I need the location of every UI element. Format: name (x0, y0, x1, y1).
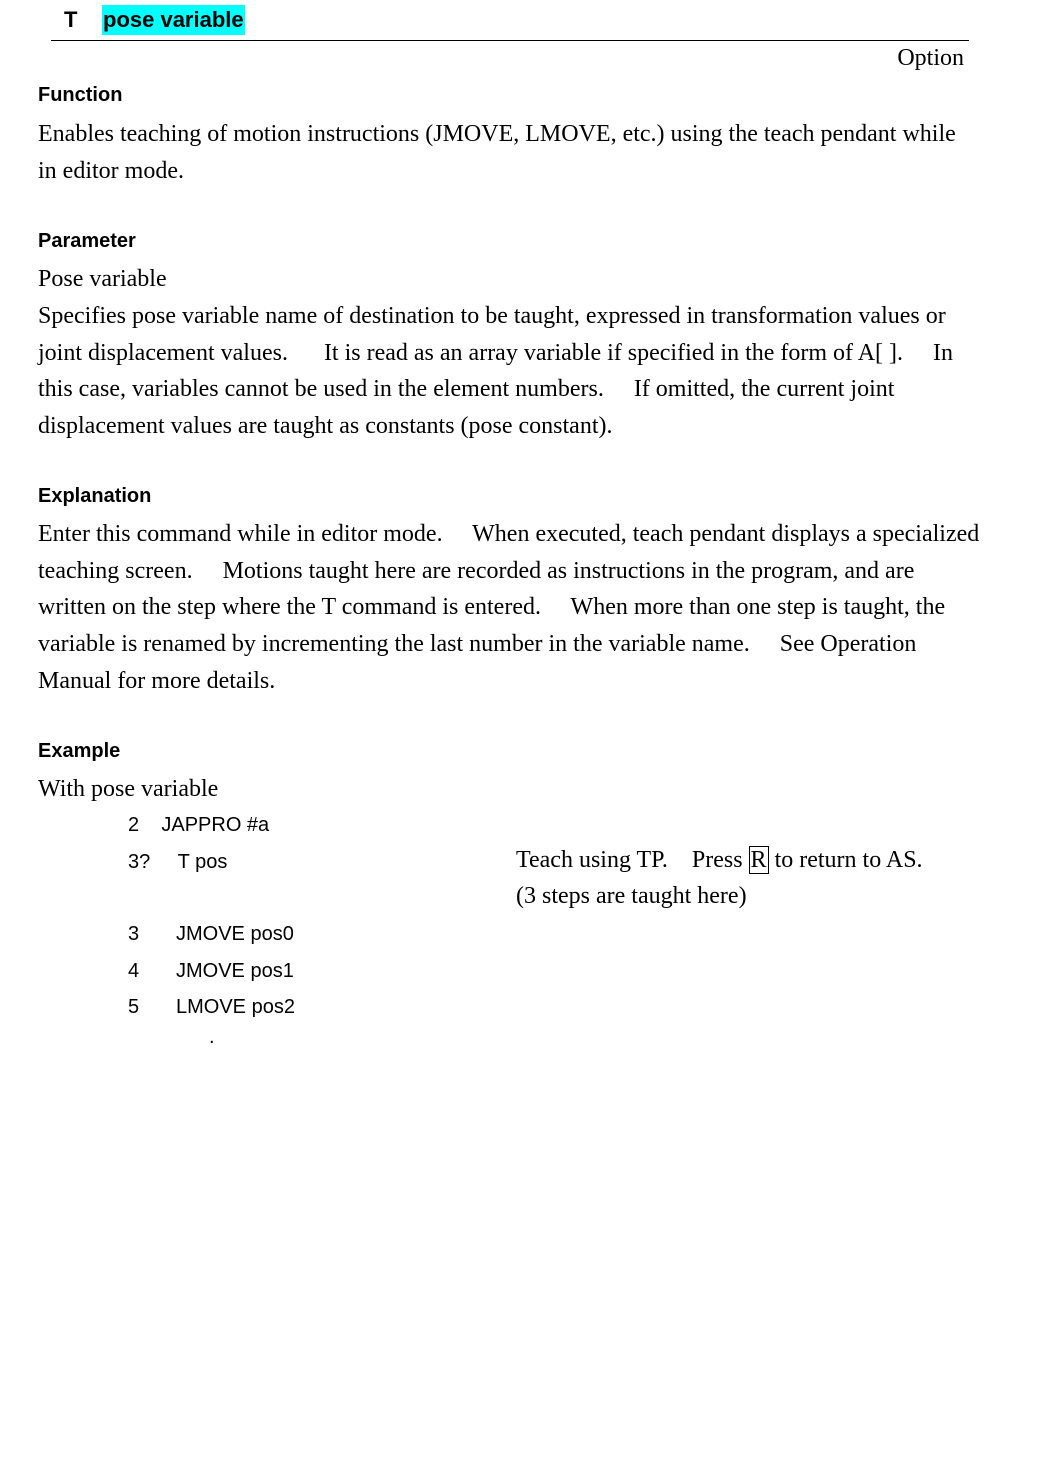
example-heading: Example (38, 740, 121, 762)
example-note-line-2: (3 steps are taught here) (516, 883, 747, 909)
function-text (38, 116, 956, 189)
example-step-4-command: JMOVE pos1 (176, 960, 294, 982)
example-code-line-3-prompt: 3? T pos (128, 851, 228, 873)
command-parameter-highlight: pose variable (102, 5, 245, 35)
example-continuation-dot: . (209, 1026, 215, 1048)
parameter-line-2: joint displacement values. It is read as an array variable if specified in the form of A[ ]. In (38, 339, 954, 366)
command-header (64, 4, 245, 36)
function-line-1: Enables teaching of motion instructions (JMOVE, LMOVE, etc.) using the teach pendant while (38, 121, 956, 147)
example-code-line-2: 2 JAPPRO #a (128, 814, 270, 836)
explanation-line-4: variable is renamed by incrementing the last number in the variable name. See Operation (38, 631, 917, 658)
note-text-after-key: to return to AS. (768, 847, 923, 873)
parameter-text (38, 298, 953, 445)
explanation-line-3: written on the step where the T command is entered. When more than one step is taught, the (38, 594, 946, 621)
parameter-line-4: displacement values are taught as constants (pose constant). (38, 413, 613, 440)
example-intro: With pose variable (38, 776, 219, 802)
example-step-3-number: 3 (128, 923, 140, 945)
function-line-2: in editor mode. (38, 157, 184, 184)
command-name: T (64, 7, 78, 32)
example-step-3-command: JMOVE pos0 (176, 923, 294, 945)
explanation-heading: Explanation (38, 485, 152, 507)
parameter-name: Pose variable (38, 266, 167, 292)
option-label: Option (897, 45, 964, 71)
example-step-5-number: 5 (128, 996, 140, 1018)
r-key-icon: R (750, 847, 767, 873)
explanation-line-5: Manual for more details. (38, 667, 276, 694)
note-text-before-key: Teach using TP. Press (516, 847, 749, 873)
example-note (516, 846, 923, 874)
explanation-line-2: teaching screen. Motions taught here are recorded as instructions in the program, and are (38, 557, 915, 584)
example-step-5-command: LMOVE pos2 (176, 996, 295, 1018)
header-divider (51, 40, 969, 41)
explanation-text (38, 516, 979, 700)
explanation-line-1: Enter this command while in editor mode. When executed, teach pendant displays a specialized (38, 521, 980, 547)
parameter-heading: Parameter (38, 230, 136, 252)
parameter-line-1: Specifies pose variable name of destination to be taught, expressed in transformation values or (38, 303, 946, 329)
example-step-4-number: 4 (128, 960, 140, 982)
parameter-line-3: this case, variables cannot be used in the element numbers. If omitted, the current joint (38, 376, 895, 403)
function-heading: Function (38, 84, 123, 106)
